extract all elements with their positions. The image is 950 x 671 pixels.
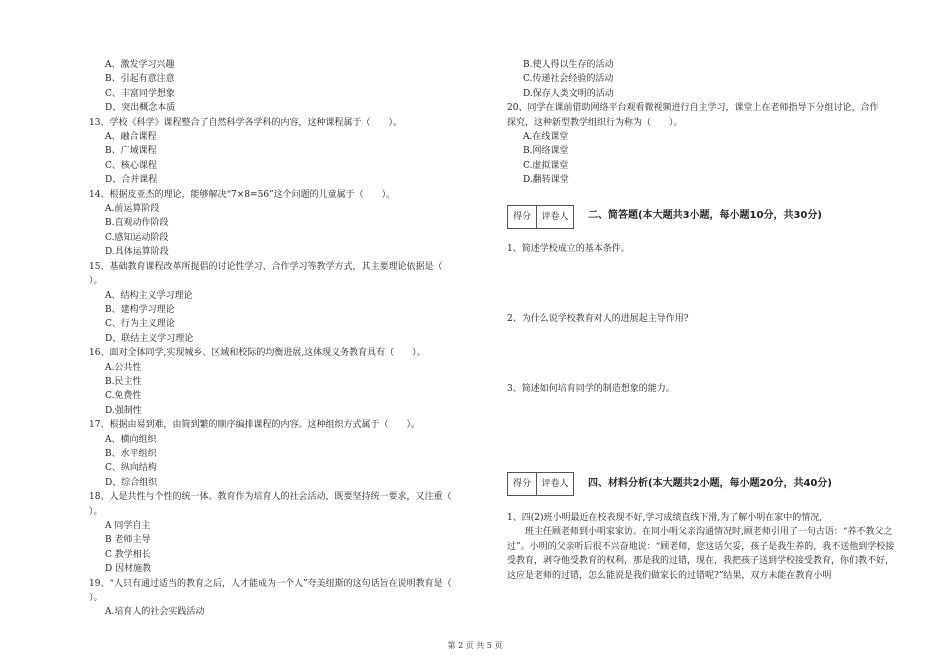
answer-option: D 因材施教 — [105, 564, 152, 575]
section2-question-3: 3、简述如何培育同学的制造想象的能力。 — [507, 384, 675, 395]
section2-title: 二、简答题(本大题共3小题，每小题10分，共30分) — [588, 210, 822, 222]
question-line: 14、根据皮亚杰的理论，能够解决“7×8=56”这个问题的儿童属于（ ）。 — [89, 189, 396, 200]
answer-option: D、突出概念本质 — [105, 103, 176, 114]
question-line: 18、人是共性与个性的统一体。教育作为培育人的社会活动，既要坚持统一要求，又注重（ — [89, 492, 452, 503]
answer-option: D.翻转课堂 — [523, 175, 569, 186]
answer-option: B、广域课程 — [105, 146, 157, 157]
question-line: ）。 — [89, 506, 103, 517]
answer-option: B、水平组织 — [105, 448, 157, 459]
material-question-1: 1、四(2)班小明最近在校表现不好,学习成绩直线下滑,为了解小明在家中的情况, — [507, 512, 823, 523]
grader-label: 评卷人 — [536, 206, 573, 228]
question-line: 13、学校《科学》课程整合了自然科学各学科的内容，这种课程属于（ ）。 — [89, 117, 402, 128]
section2-question-2: 2、为什么说学校教育对人的进展起主导作用? — [507, 314, 689, 325]
question-line: 20、同学在课前借助网络平台观看微视频进行自主学习，课堂上在老师指导下分组讨论，合作 — [507, 103, 879, 114]
answer-option: B.直观动作阶段 — [105, 218, 169, 229]
question-line: 19、“人只有通过适当的教育之后，人才能成为一个人”夸美纽斯的这句话旨在说明教育是（ — [89, 578, 452, 589]
answer-option: D.具体运算阶段 — [105, 247, 169, 258]
answer-option: B.使人得以生存的活动 — [523, 60, 614, 70]
material-paragraph: 班主任顾老师到小明家家访。在同小明父亲沟通情况时,顾老师引用了一句古语：“养不教父之过”。小明的父亲听后很不兴奋地说：“顾老师，您这话欠妥，孩子是我生养的，我不送他到学校接受教育，剥夺他受教育的权利，那是我的过错，现在，我把孩子送到学校接受教育，你们教不好，这应是老师的过错，怎么能说是我们做家长的过错呢?”结果，双方未能在教育小明 — [507, 527, 895, 581]
answer-option: C、核心课程 — [105, 160, 157, 171]
answer-option: B 老师主导 — [105, 535, 151, 546]
answer-option: A.公共性 — [105, 362, 142, 373]
answer-option: A.前运算阶段 — [105, 204, 160, 215]
question-line: 16、面对全体同学,实现城乡、区域和校际的均衡进展,这体现义务教育具有（ ）。 — [89, 348, 426, 359]
answer-option: B、建构学习理论 — [105, 304, 175, 315]
answer-option: D、合并课程 — [105, 175, 158, 186]
answer-option: B.民主性 — [105, 376, 142, 387]
answer-option: A 同学自主 — [105, 521, 151, 531]
score-label: 得分 — [512, 478, 531, 489]
answer-option: A、激发学习兴趣 — [105, 60, 175, 70]
answer-option: B、引起有意注意 — [105, 74, 175, 85]
answer-option: C.感知运动阶段 — [105, 232, 169, 243]
answer-option: C、行为主义理论 — [105, 319, 175, 330]
question-line: 17、根据由易到难，由简到繁的顺序编排课程的内容。这种组织方式属于（ ）。 — [89, 420, 420, 431]
section2-question-1: 1、简述学校成立的基本条件。 — [507, 243, 630, 254]
answer-option: C、丰富同学想象 — [105, 88, 175, 99]
section2-header — [507, 204, 899, 230]
score-box — [507, 205, 574, 229]
left-column — [89, 58, 487, 620]
answer-option: C.传递社会经验的活动 — [523, 74, 614, 85]
section4-header — [507, 471, 899, 497]
answer-option: A、融合课程 — [105, 132, 157, 143]
page-footer: 第 2 页 共 5 页 — [447, 641, 503, 650]
question-line: ）。 — [89, 593, 103, 604]
answer-option: B.网络课堂 — [523, 146, 569, 157]
question-line: ）。 — [89, 276, 103, 287]
question-line: 探究，这种新型教学组织行为称为（ ）。 — [507, 117, 683, 128]
answer-option: D、联结主义学习理论 — [105, 333, 194, 344]
answer-option: A.在线课堂 — [523, 132, 569, 143]
right-top-questions — [507, 58, 899, 188]
answer-option: D、综合组织 — [105, 477, 158, 488]
answer-option: D.保存人类文明的活动 — [523, 88, 614, 99]
answer-option: C.免费性 — [105, 391, 142, 402]
section4-title: 四、材料分析(本大题共2小题，每小题20分，共40分) — [588, 477, 832, 489]
answer-option: D.强制性 — [105, 405, 142, 416]
answer-option: C、纵向结构 — [105, 463, 157, 474]
question-line: 15、基础教育课程改革所提倡的讨论性学习、合作学习等教学方式，其主要理论依据是（ — [89, 261, 443, 272]
answer-option: A、横向组织 — [105, 434, 157, 445]
grader-label: 评卷人 — [536, 473, 573, 495]
answer-option: A、结构主义学习理论 — [105, 290, 193, 301]
right-column — [507, 58, 899, 583]
score-box — [507, 472, 574, 496]
answer-option: C.虚拟课堂 — [523, 160, 569, 171]
score-label: 得分 — [512, 211, 531, 222]
answer-option: C 教学相长 — [105, 549, 151, 560]
answer-option: A.培育人的社会实践活动 — [105, 607, 205, 618]
